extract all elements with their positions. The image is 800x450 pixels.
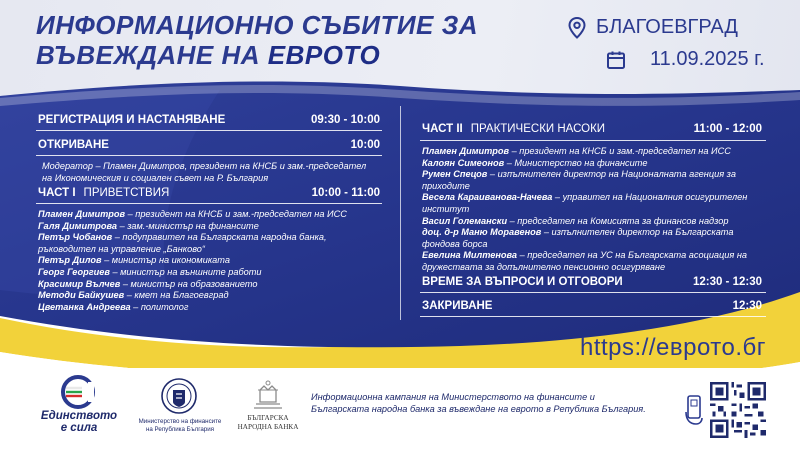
divider	[36, 155, 382, 156]
part2-subtitle: ПРАКТИЧЕСКИ НАСОКИ	[470, 123, 606, 135]
speaker: Весела Караиванова-Начева – управител на Националния осигурителен институт	[422, 192, 748, 214]
opening-time: 10:00	[350, 139, 380, 151]
event-city	[568, 16, 738, 39]
event-title	[36, 10, 478, 70]
part2-time: 11:00 - 12:00	[693, 123, 762, 135]
qa-label: ВРЕМЕ ЗА ВЪПРОСИ И ОТГОВОРИ	[422, 276, 623, 288]
unity-logo-icon	[60, 374, 96, 410]
registration-label: РЕГИСТРАЦИЯ И НАСТАНЯВАНЕ	[38, 114, 226, 126]
event-date	[606, 48, 765, 71]
speaker: Красимир Вълчев – министър на образованието	[38, 278, 258, 289]
opening-row	[38, 139, 380, 151]
qr-code-icon[interactable]	[710, 382, 766, 438]
speaker: Методи Байкушев – кмет на Благоевград	[38, 290, 229, 301]
column-divider	[400, 106, 401, 320]
part2-label: ЧАСТ II	[422, 123, 463, 135]
title-line-1: ИНФОРМАЦИОННО СЪБИТИЕ ЗА	[36, 10, 479, 40]
campaign-text: Информационна кампания на Министерството на финансите и Българската народна банка за въвеждане на еврото в Република България.	[311, 392, 646, 414]
divider	[36, 130, 382, 131]
date-text: 11.09.2025 г.	[650, 48, 765, 70]
registration-time: 09:30 - 10:00	[310, 114, 380, 126]
part1-time: 10:00 - 11:00	[311, 187, 380, 199]
part1-label: ЧАСТ I	[38, 187, 76, 199]
title-line-2-prefix: ВЪВЕЖДАНЕ НА	[36, 40, 268, 70]
part1-speakers	[38, 209, 378, 313]
part2-speakers	[422, 146, 762, 274]
speaker: Калоян Симеонов – Министерство на финансите	[422, 157, 648, 168]
qa-row	[422, 276, 762, 288]
website-link[interactable]: https://еврото.бг	[580, 334, 767, 361]
ministry-crest-icon	[160, 376, 198, 416]
registration-row	[38, 114, 380, 126]
speaker: Пламен Димитров – президент на КНСБ и зам.-председател на ИСС	[38, 209, 347, 219]
speaker: Евелина Милтенова – председател на УС на Българската асоциация на дружествата за допълнително пенсионно осигуряване	[422, 250, 748, 272]
location-pin-icon	[568, 17, 586, 39]
unity-logo-text: Единството е сила	[40, 410, 118, 434]
part1-row	[38, 187, 380, 199]
speaker: Галя Димитрова – зам.-министър на финансите	[38, 220, 259, 231]
speaker: Васил Големански – председател на Комисията за финансов надзор	[422, 215, 729, 226]
closing-label: ЗАКРИВАНЕ	[422, 300, 493, 312]
phone-scan-icon	[684, 394, 704, 426]
qa-time: 12:30 - 12:30	[692, 276, 762, 288]
calendar-icon	[606, 50, 626, 70]
speaker: доц. д-р Маню Моравенов – изпълнителен директор на Българската фондова борса	[422, 227, 734, 249]
speaker: Георг Георгиев – министър на външните работи	[38, 266, 262, 277]
speaker: Пламен Димитров – президент на КНСБ и зам.-председател на ИСС	[422, 146, 731, 156]
title-line-2	[36, 40, 478, 70]
speaker: Петър Дилов – министър на икономиката	[38, 255, 230, 266]
opening-label: ОТКРИВАНЕ	[38, 139, 109, 151]
city-text: БЛАГОЕВГРАД	[596, 16, 738, 38]
part1-subtitle: ПРИВЕТСТВИЯ	[83, 187, 170, 199]
bnb-logo-text: БЪЛГАРСКА НАРОДНА БАНКА	[237, 414, 299, 431]
speaker: Цветанка Андреева – политолог	[38, 301, 189, 312]
part2-row	[422, 123, 762, 135]
closing-row	[422, 300, 762, 312]
speaker: Петър Чобанов – подуправител на Българската народна банка, ръководител на управление „Банково“	[38, 232, 327, 254]
speaker: Румен Спецов – изпълнителен директор на Националната агенция за приходите	[422, 169, 736, 191]
bnb-crest-icon	[250, 378, 286, 412]
divider	[420, 140, 766, 141]
ministry-logo-text: Министерство на финансите на Република България	[138, 418, 222, 433]
divider	[420, 316, 766, 317]
closing-time: 12:30	[732, 300, 762, 312]
divider	[420, 292, 766, 293]
moderator-note: Модератор – Пламен Димитров, президент на КНСБ и зам.-председател на Икономическия и социален съвет на Р. България	[42, 161, 367, 183]
title-accent: ЕВРОТО	[267, 40, 381, 70]
divider	[36, 203, 382, 204]
